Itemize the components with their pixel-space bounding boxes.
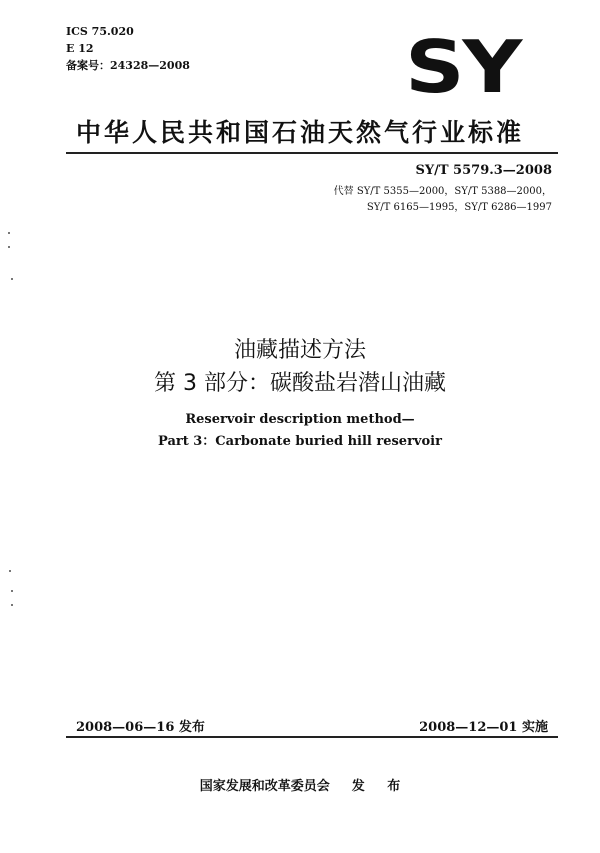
english-title-line-1: Reservoir description method—	[185, 412, 415, 427]
sy-logo: SY	[405, 25, 520, 109]
ccs-code: E 12	[66, 42, 94, 55]
implementation-date: 2008—12—01 实施	[419, 720, 548, 735]
chinese-title-line-2: 第 3 部分：碳酸盐岩潜山油藏	[154, 371, 446, 396]
scan-speck	[11, 590, 13, 592]
english-title-line-2: Part 3：Carbonate buried hill reservoir	[158, 434, 442, 449]
scan-speck	[11, 604, 13, 606]
issue-date: 2008—06—16 发布	[76, 720, 205, 735]
scan-speck	[8, 246, 10, 248]
scan-speck	[11, 278, 13, 280]
issuer-line	[0, 775, 600, 794]
standard-category-title: 中华人民共和国石油天然气行业标准	[75, 118, 524, 147]
replaces-line-2: SY/T 6165—1995，SY/T 6286—1997	[366, 202, 552, 213]
footer-divider	[66, 736, 558, 738]
issuer-action: 发 布	[351, 779, 401, 794]
issuer-organization: 国家发展和改革委员会	[199, 779, 330, 794]
header-divider	[66, 152, 558, 154]
standard-number: SY/T 5579.3—2008	[415, 163, 552, 178]
replaces-line-1: 代替 SY/T 5355—2000，SY/T 5388—2000，	[333, 186, 552, 197]
record-number: 备案号：24328—2008	[66, 59, 190, 72]
ics-code: ICS 75.020	[66, 25, 134, 38]
scan-speck	[8, 232, 10, 234]
chinese-title-line-1: 油藏描述方法	[233, 338, 366, 363]
scan-speck	[9, 570, 11, 572]
